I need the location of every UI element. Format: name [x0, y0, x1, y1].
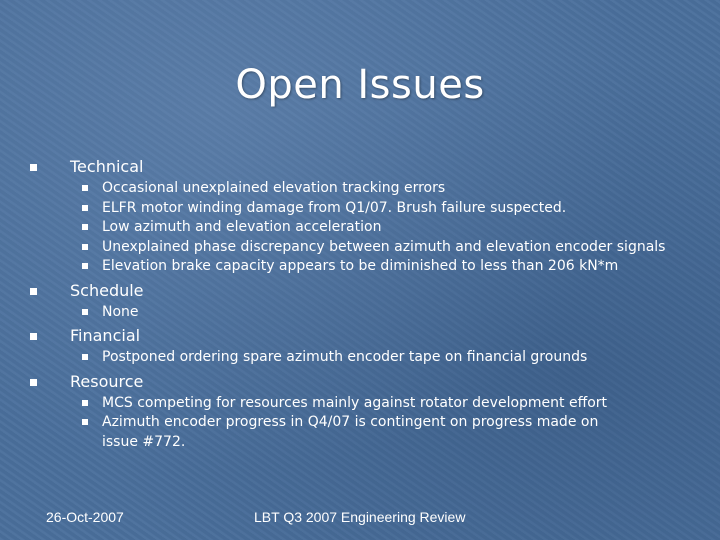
list-item — [30, 179, 690, 199]
square-bullet-icon — [30, 379, 37, 386]
square-bullet-icon — [82, 185, 88, 191]
list-item-text: MCS competing for resources mainly against rotator development effort — [102, 394, 608, 411]
list-item-text: None — [102, 303, 139, 320]
square-bullet-icon — [82, 400, 88, 406]
financial-items — [30, 348, 690, 368]
slide-title: Open Issues — [235, 62, 485, 108]
list-item — [30, 238, 690, 258]
list-item — [30, 348, 690, 368]
square-bullet-icon — [82, 244, 88, 250]
square-bullet-icon — [82, 419, 88, 425]
list-item — [30, 303, 690, 323]
footer-title: LBT Q3 2007 Engineering Review — [254, 509, 466, 525]
section-schedule — [30, 279, 690, 303]
list-item — [30, 394, 690, 414]
list-item — [30, 218, 690, 238]
list-item — [30, 199, 690, 219]
list-item-text: Postponed ordering spare azimuth encoder tape on financial grounds — [102, 349, 588, 365]
list-item — [30, 413, 622, 452]
list-item-text: Unexplained phase discrepancy between azimuth and elevation encoder signals — [102, 238, 666, 255]
square-bullet-icon — [82, 263, 88, 269]
square-bullet-icon — [82, 224, 88, 230]
square-bullet-icon — [30, 288, 37, 295]
list-item — [30, 257, 690, 277]
list-item-text: Low azimuth and elevation acceleration — [102, 219, 382, 235]
square-bullet-icon — [30, 333, 37, 340]
schedule-items — [30, 303, 690, 323]
square-bullet-icon — [82, 205, 88, 211]
section-financial — [30, 324, 690, 348]
list-item-text: ELFR motor winding damage from Q1/07. Brush failure suspected. — [102, 199, 567, 216]
section-label: Schedule — [70, 280, 144, 300]
square-bullet-icon — [30, 164, 37, 171]
list-item-text: Occasional unexplained elevation tracking errors — [102, 180, 446, 196]
slide-content — [30, 155, 690, 452]
list-item-text: Elevation brake capacity appears to be diminished to less than 206 kN*m — [102, 258, 619, 274]
square-bullet-icon — [82, 309, 88, 315]
section-label: Technical — [70, 157, 144, 176]
section-resource — [30, 370, 690, 394]
section-label: Financial — [70, 326, 141, 345]
section-technical — [30, 155, 690, 179]
list-item-text: Azimuth encoder progress in Q4/07 is contingent on progress made on issue #772. — [102, 414, 599, 450]
footer-date: 26-Oct-2007 — [46, 509, 124, 525]
resource-items — [30, 394, 690, 453]
square-bullet-icon — [82, 354, 88, 360]
section-label: Resource — [70, 371, 144, 391]
technical-items — [30, 179, 690, 277]
